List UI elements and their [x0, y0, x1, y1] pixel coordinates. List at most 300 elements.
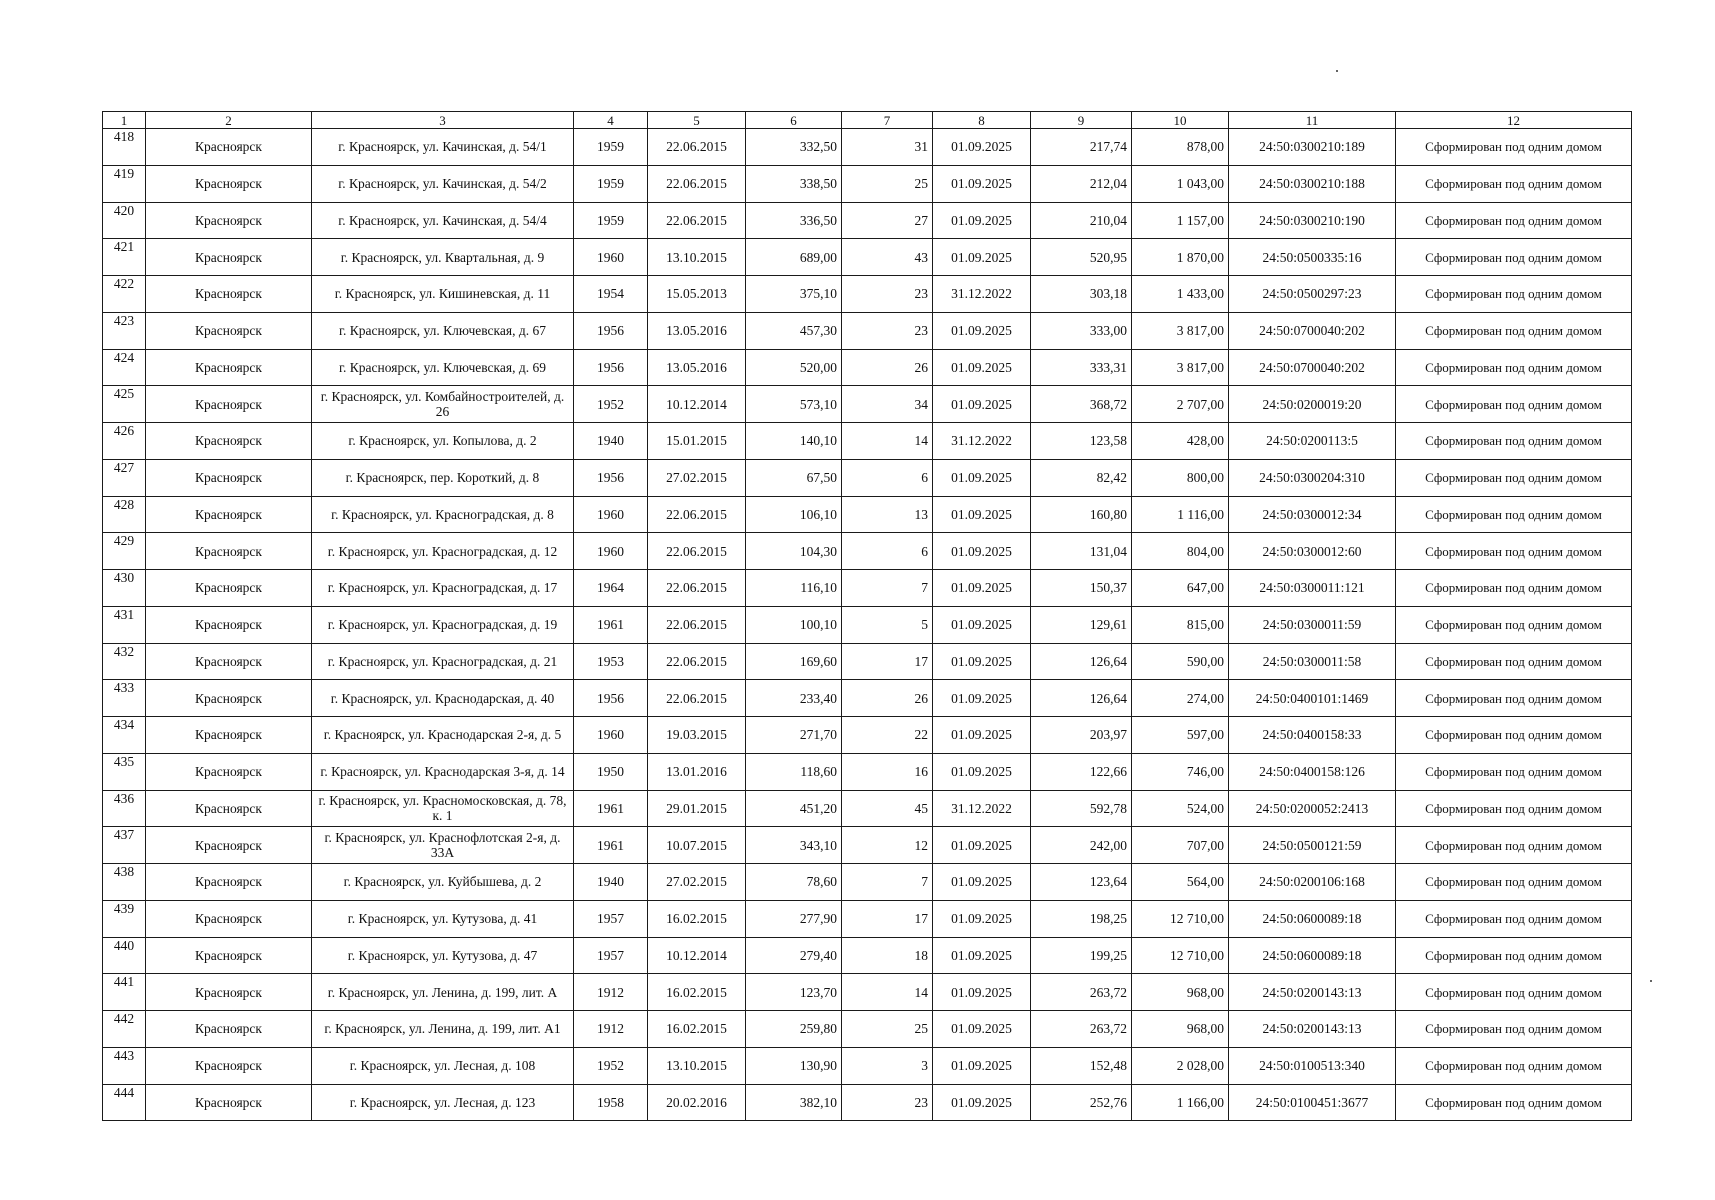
address-cell: г. Красноярск, ул. Ключевская, д. 69: [312, 349, 574, 386]
area-value-cell: 259,80: [746, 1011, 842, 1048]
scan-speck: [1650, 980, 1652, 982]
survey-date-cell: 27.02.2015: [648, 459, 746, 496]
survey-date-cell: 19.03.2015: [648, 717, 746, 754]
count-value-cell: 6: [842, 533, 933, 570]
deadline-date-cell: 01.09.2025: [933, 570, 1031, 607]
count-value-cell: 45: [842, 790, 933, 827]
survey-date-cell: 22.06.2015: [648, 643, 746, 680]
table-row: [103, 312, 1632, 349]
count-value-cell: 23: [842, 1084, 933, 1121]
land-area-cell: 800,00: [1132, 459, 1229, 496]
deadline-date-cell: 01.09.2025: [933, 643, 1031, 680]
year-built-cell: 1964: [574, 570, 648, 607]
cadastral-number-cell: 24:50:0500297:23: [1229, 276, 1396, 313]
cadastral-number-cell: 24:50:0300012:34: [1229, 496, 1396, 533]
row-number-cell: 419: [103, 165, 146, 202]
area-value-2-cell: 520,95: [1031, 239, 1132, 276]
area-value-cell: 130,90: [746, 1047, 842, 1084]
year-built-cell: 1961: [574, 790, 648, 827]
table-row: [103, 202, 1632, 239]
count-value-cell: 13: [842, 496, 933, 533]
address-cell: г. Красноярск, ул. Краснофлотская 2-я, д. 33А: [312, 827, 574, 864]
cadastral-number-cell: 24:50:0300011:59: [1229, 606, 1396, 643]
locality-cell: Красноярск: [146, 165, 312, 202]
table-row: [103, 643, 1632, 680]
row-number-cell: 440: [103, 937, 146, 974]
address-cell: г. Красноярск, ул. Краснодарская 3-я, д. 14: [312, 753, 574, 790]
address-cell: г. Красноярск, ул. Краснодарская, д. 40: [312, 680, 574, 717]
area-value-2-cell: 203,97: [1031, 717, 1132, 754]
land-status-cell: Сформирован под одним домом: [1396, 790, 1632, 827]
survey-date-cell: 13.10.2015: [648, 1047, 746, 1084]
area-value-cell: 100,10: [746, 606, 842, 643]
area-value-2-cell: 210,04: [1031, 202, 1132, 239]
land-status-cell: Сформирован под одним домом: [1396, 864, 1632, 901]
area-value-cell: 67,50: [746, 459, 842, 496]
survey-date-cell: 16.02.2015: [648, 1011, 746, 1048]
row-number-cell: 443: [103, 1047, 146, 1084]
count-value-cell: 27: [842, 202, 933, 239]
table-row: [103, 937, 1632, 974]
locality-cell: Красноярск: [146, 386, 312, 423]
deadline-date-cell: 01.09.2025: [933, 974, 1031, 1011]
table-row: [103, 165, 1632, 202]
locality-cell: Красноярск: [146, 680, 312, 717]
area-value-2-cell: 150,37: [1031, 570, 1132, 607]
deadline-date-cell: 01.09.2025: [933, 1047, 1031, 1084]
address-cell: г. Красноярск, ул. Лесная, д. 123: [312, 1084, 574, 1121]
address-cell: г. Красноярск, ул. Ленина, д. 199, лит. А: [312, 974, 574, 1011]
deadline-date-cell: 01.09.2025: [933, 680, 1031, 717]
row-number-cell: 442: [103, 1011, 146, 1048]
area-value-2-cell: 123,64: [1031, 864, 1132, 901]
cadastral-number-cell: 24:50:0400158:33: [1229, 717, 1396, 754]
row-number-cell: 435: [103, 753, 146, 790]
deadline-date-cell: 01.09.2025: [933, 827, 1031, 864]
area-value-cell: 332,50: [746, 129, 842, 166]
area-value-2-cell: 368,72: [1031, 386, 1132, 423]
area-value-cell: 689,00: [746, 239, 842, 276]
address-cell: г. Красноярск, ул. Красномосковская, д. 78, к. 1: [312, 790, 574, 827]
deadline-date-cell: 01.09.2025: [933, 606, 1031, 643]
deadline-date-cell: 01.09.2025: [933, 1011, 1031, 1048]
row-number-cell: 432: [103, 643, 146, 680]
deadline-date-cell: 01.09.2025: [933, 202, 1031, 239]
area-value-cell: 169,60: [746, 643, 842, 680]
address-cell: г. Красноярск, ул. Кишиневская, д. 11: [312, 276, 574, 313]
land-area-cell: 968,00: [1132, 1011, 1229, 1048]
table-row: [103, 533, 1632, 570]
cadastral-number-cell: 24:50:0700040:202: [1229, 312, 1396, 349]
area-value-2-cell: 333,00: [1031, 312, 1132, 349]
address-cell: г. Красноярск, ул. Красноградская, д. 19: [312, 606, 574, 643]
row-number-cell: 422: [103, 276, 146, 313]
row-number-cell: 433: [103, 680, 146, 717]
deadline-date-cell: 01.09.2025: [933, 165, 1031, 202]
count-value-cell: 23: [842, 276, 933, 313]
area-value-cell: 338,50: [746, 165, 842, 202]
table-row: [103, 864, 1632, 901]
year-built-cell: 1952: [574, 1047, 648, 1084]
area-value-2-cell: 212,04: [1031, 165, 1132, 202]
column-number-row: [103, 112, 1632, 129]
land-status-cell: Сформирован под одним домом: [1396, 900, 1632, 937]
cadastral-number-cell: 24:50:0300012:60: [1229, 533, 1396, 570]
table-row: [103, 129, 1632, 166]
row-number-cell: 418: [103, 129, 146, 166]
table-row: [103, 423, 1632, 460]
locality-cell: Красноярск: [146, 900, 312, 937]
count-value-cell: 25: [842, 165, 933, 202]
land-status-cell: Сформирован под одним домом: [1396, 165, 1632, 202]
year-built-cell: 1959: [574, 165, 648, 202]
area-value-cell: 277,90: [746, 900, 842, 937]
row-number-cell: 438: [103, 864, 146, 901]
count-value-cell: 5: [842, 606, 933, 643]
area-value-2-cell: 263,72: [1031, 1011, 1132, 1048]
locality-cell: Красноярск: [146, 570, 312, 607]
address-cell: г. Красноярск, ул. Качинская, д. 54/2: [312, 165, 574, 202]
count-value-cell: 25: [842, 1011, 933, 1048]
area-value-2-cell: 82,42: [1031, 459, 1132, 496]
cadastral-number-cell: 24:50:0500121:59: [1229, 827, 1396, 864]
land-area-cell: 274,00: [1132, 680, 1229, 717]
table-row: [103, 496, 1632, 533]
deadline-date-cell: 01.09.2025: [933, 239, 1031, 276]
survey-date-cell: 13.05.2016: [648, 349, 746, 386]
locality-cell: Красноярск: [146, 790, 312, 827]
land-status-cell: Сформирован под одним домом: [1396, 753, 1632, 790]
count-value-cell: 17: [842, 900, 933, 937]
year-built-cell: 1957: [574, 937, 648, 974]
cadastral-number-cell: 24:50:0200143:13: [1229, 974, 1396, 1011]
area-value-cell: 457,30: [746, 312, 842, 349]
row-number-cell: 428: [103, 496, 146, 533]
area-value-2-cell: 126,64: [1031, 643, 1132, 680]
year-built-cell: 1954: [574, 276, 648, 313]
row-number-cell: 441: [103, 974, 146, 1011]
row-number-cell: 426: [103, 423, 146, 460]
land-area-cell: 1 116,00: [1132, 496, 1229, 533]
row-number-cell: 424: [103, 349, 146, 386]
area-value-2-cell: 152,48: [1031, 1047, 1132, 1084]
area-value-cell: 123,70: [746, 974, 842, 1011]
address-cell: г. Красноярск, ул. Лесная, д. 108: [312, 1047, 574, 1084]
address-cell: г. Красноярск, ул. Куйбышева, д. 2: [312, 864, 574, 901]
cadastral-number-cell: 24:50:0600089:18: [1229, 937, 1396, 974]
count-value-cell: 16: [842, 753, 933, 790]
address-cell: г. Красноярск, ул. Краснодарская 2-я, д. 5: [312, 717, 574, 754]
address-cell: г. Красноярск, пер. Короткий, д. 8: [312, 459, 574, 496]
land-area-cell: 804,00: [1132, 533, 1229, 570]
survey-date-cell: 22.06.2015: [648, 129, 746, 166]
count-value-cell: 14: [842, 974, 933, 1011]
count-value-cell: 26: [842, 349, 933, 386]
address-cell: г. Красноярск, ул. Красноградская, д. 8: [312, 496, 574, 533]
table-row: [103, 276, 1632, 313]
table-row: [103, 790, 1632, 827]
count-value-cell: 17: [842, 643, 933, 680]
land-status-cell: Сформирован под одним домом: [1396, 937, 1632, 974]
table-row: [103, 1084, 1632, 1121]
year-built-cell: 1956: [574, 680, 648, 717]
area-value-2-cell: 263,72: [1031, 974, 1132, 1011]
cadastral-number-cell: 24:50:0300210:190: [1229, 202, 1396, 239]
cadastral-number-cell: 24:50:0400158:126: [1229, 753, 1396, 790]
land-area-cell: 878,00: [1132, 129, 1229, 166]
deadline-date-cell: 01.09.2025: [933, 533, 1031, 570]
address-cell: г. Красноярск, ул. Красноградская, д. 21: [312, 643, 574, 680]
land-status-cell: Сформирован под одним домом: [1396, 974, 1632, 1011]
deadline-date-cell: 01.09.2025: [933, 753, 1031, 790]
land-status-cell: Сформирован под одним домом: [1396, 680, 1632, 717]
table-row: [103, 717, 1632, 754]
year-built-cell: 1958: [574, 1084, 648, 1121]
locality-cell: Красноярск: [146, 423, 312, 460]
deadline-date-cell: 01.09.2025: [933, 459, 1031, 496]
year-built-cell: 1956: [574, 312, 648, 349]
cadastral-number-cell: 24:50:0200113:5: [1229, 423, 1396, 460]
area-value-cell: 451,20: [746, 790, 842, 827]
count-value-cell: 12: [842, 827, 933, 864]
row-number-cell: 423: [103, 312, 146, 349]
count-value-cell: 23: [842, 312, 933, 349]
deadline-date-cell: 01.09.2025: [933, 386, 1031, 423]
locality-cell: Красноярск: [146, 496, 312, 533]
row-number-cell: 437: [103, 827, 146, 864]
survey-date-cell: 27.02.2015: [648, 864, 746, 901]
land-status-cell: Сформирован под одним домом: [1396, 606, 1632, 643]
area-value-2-cell: 129,61: [1031, 606, 1132, 643]
survey-date-cell: 16.02.2015: [648, 900, 746, 937]
land-area-cell: 3 817,00: [1132, 349, 1229, 386]
land-status-cell: Сформирован под одним домом: [1396, 129, 1632, 166]
deadline-date-cell: 31.12.2022: [933, 423, 1031, 460]
address-cell: г. Красноярск, ул. Качинская, д. 54/1: [312, 129, 574, 166]
row-number-cell: 431: [103, 606, 146, 643]
address-cell: г. Красноярск, ул. Красноградская, д. 12: [312, 533, 574, 570]
address-cell: г. Красноярск, ул. Квартальная, д. 9: [312, 239, 574, 276]
area-value-2-cell: 217,74: [1031, 129, 1132, 166]
locality-cell: Красноярск: [146, 974, 312, 1011]
land-area-cell: 597,00: [1132, 717, 1229, 754]
area-value-2-cell: 303,18: [1031, 276, 1132, 313]
scan-speck: [1336, 70, 1338, 72]
land-status-cell: Сформирован под одним домом: [1396, 570, 1632, 607]
area-value-2-cell: 160,80: [1031, 496, 1132, 533]
cadastral-number-cell: 24:50:0200143:13: [1229, 1011, 1396, 1048]
row-number-cell: 434: [103, 717, 146, 754]
address-cell: г. Красноярск, ул. Ленина, д. 199, лит. А1: [312, 1011, 574, 1048]
area-value-cell: 573,10: [746, 386, 842, 423]
land-area-cell: 2 028,00: [1132, 1047, 1229, 1084]
cadastral-number-cell: 24:50:0200019:20: [1229, 386, 1396, 423]
table-row: [103, 349, 1632, 386]
row-number-cell: 436: [103, 790, 146, 827]
table-row: [103, 239, 1632, 276]
cadastral-number-cell: 24:50:0300011:121: [1229, 570, 1396, 607]
area-value-2-cell: 198,25: [1031, 900, 1132, 937]
survey-date-cell: 10.07.2015: [648, 827, 746, 864]
land-area-cell: 647,00: [1132, 570, 1229, 607]
land-status-cell: Сформирован под одним домом: [1396, 827, 1632, 864]
count-value-cell: 22: [842, 717, 933, 754]
count-value-cell: 26: [842, 680, 933, 717]
table-row: [103, 680, 1632, 717]
address-cell: г. Красноярск, ул. Кутузова, д. 47: [312, 937, 574, 974]
area-value-cell: 520,00: [746, 349, 842, 386]
year-built-cell: 1959: [574, 202, 648, 239]
area-value-2-cell: 592,78: [1031, 790, 1132, 827]
land-status-cell: Сформирован под одним домом: [1396, 643, 1632, 680]
deadline-date-cell: 01.09.2025: [933, 129, 1031, 166]
count-value-cell: 31: [842, 129, 933, 166]
area-value-cell: 279,40: [746, 937, 842, 974]
land-area-cell: 590,00: [1132, 643, 1229, 680]
land-status-cell: Сформирован под одним домом: [1396, 717, 1632, 754]
area-value-cell: 233,40: [746, 680, 842, 717]
year-built-cell: 1953: [574, 643, 648, 680]
survey-date-cell: 15.05.2013: [648, 276, 746, 313]
deadline-date-cell: 01.09.2025: [933, 349, 1031, 386]
survey-date-cell: 13.10.2015: [648, 239, 746, 276]
year-built-cell: 1961: [574, 606, 648, 643]
year-built-cell: 1912: [574, 974, 648, 1011]
table-row: [103, 1011, 1632, 1048]
address-cell: г. Красноярск, ул. Комбайностроителей, д. 26: [312, 386, 574, 423]
table-row: [103, 606, 1632, 643]
count-value-cell: 43: [842, 239, 933, 276]
area-value-cell: 271,70: [746, 717, 842, 754]
area-value-cell: 382,10: [746, 1084, 842, 1121]
area-value-cell: 78,60: [746, 864, 842, 901]
locality-cell: Красноярск: [146, 349, 312, 386]
row-number-cell: 429: [103, 533, 146, 570]
land-area-cell: 1 157,00: [1132, 202, 1229, 239]
column-number-5: 5: [648, 112, 746, 129]
deadline-date-cell: 01.09.2025: [933, 717, 1031, 754]
year-built-cell: 1956: [574, 459, 648, 496]
cadastral-number-cell: 24:50:0200052:2413: [1229, 790, 1396, 827]
column-number-6: 6: [746, 112, 842, 129]
year-built-cell: 1960: [574, 717, 648, 754]
area-value-cell: 106,10: [746, 496, 842, 533]
area-value-cell: 343,10: [746, 827, 842, 864]
column-number-3: 3: [312, 112, 574, 129]
land-area-cell: 1 166,00: [1132, 1084, 1229, 1121]
table-row: [103, 900, 1632, 937]
deadline-date-cell: 01.09.2025: [933, 1084, 1031, 1121]
survey-date-cell: 22.06.2015: [648, 606, 746, 643]
year-built-cell: 1912: [574, 1011, 648, 1048]
land-status-cell: Сформирован под одним домом: [1396, 312, 1632, 349]
area-value-2-cell: 123,58: [1031, 423, 1132, 460]
locality-cell: Красноярск: [146, 202, 312, 239]
year-built-cell: 1961: [574, 827, 648, 864]
table-row: [103, 753, 1632, 790]
table-row: [103, 386, 1632, 423]
survey-date-cell: 10.12.2014: [648, 386, 746, 423]
area-value-2-cell: 131,04: [1031, 533, 1132, 570]
locality-cell: Красноярск: [146, 1084, 312, 1121]
column-number-8: 8: [933, 112, 1031, 129]
cadastral-number-cell: 24:50:0300210:189: [1229, 129, 1396, 166]
cadastral-number-cell: 24:50:0400101:1469: [1229, 680, 1396, 717]
cadastral-number-cell: 24:50:0700040:202: [1229, 349, 1396, 386]
land-status-cell: Сформирован под одним домом: [1396, 533, 1632, 570]
cadastral-number-cell: 24:50:0600089:18: [1229, 900, 1396, 937]
year-built-cell: 1956: [574, 349, 648, 386]
land-area-cell: 3 817,00: [1132, 312, 1229, 349]
land-area-cell: 1 043,00: [1132, 165, 1229, 202]
address-cell: г. Красноярск, ул. Ключевская, д. 67: [312, 312, 574, 349]
survey-date-cell: 13.01.2016: [648, 753, 746, 790]
locality-cell: Красноярск: [146, 312, 312, 349]
deadline-date-cell: 31.12.2022: [933, 276, 1031, 313]
land-status-cell: Сформирован под одним домом: [1396, 1084, 1632, 1121]
cadastral-number-cell: 24:50:0300210:188: [1229, 165, 1396, 202]
row-number-cell: 444: [103, 1084, 146, 1121]
survey-date-cell: 29.01.2015: [648, 790, 746, 827]
land-area-cell: 2 707,00: [1132, 386, 1229, 423]
deadline-date-cell: 01.09.2025: [933, 496, 1031, 533]
land-area-cell: 968,00: [1132, 974, 1229, 1011]
address-cell: г. Красноярск, ул. Качинская, д. 54/4: [312, 202, 574, 239]
land-status-cell: Сформирован под одним домом: [1396, 276, 1632, 313]
land-status-cell: Сформирован под одним домом: [1396, 496, 1632, 533]
deadline-date-cell: 01.09.2025: [933, 312, 1031, 349]
land-area-cell: 815,00: [1132, 606, 1229, 643]
address-cell: г. Красноярск, ул. Кутузова, д. 41: [312, 900, 574, 937]
year-built-cell: 1960: [574, 496, 648, 533]
count-value-cell: 7: [842, 570, 933, 607]
housing-registry-table: [102, 111, 1632, 1121]
column-number-4: 4: [574, 112, 648, 129]
column-number-7: 7: [842, 112, 933, 129]
area-value-cell: 104,30: [746, 533, 842, 570]
year-built-cell: 1950: [574, 753, 648, 790]
year-built-cell: 1940: [574, 423, 648, 460]
cadastral-number-cell: 24:50:0100451:3677: [1229, 1084, 1396, 1121]
survey-date-cell: 22.06.2015: [648, 165, 746, 202]
column-number-9: 9: [1031, 112, 1132, 129]
land-area-cell: 12 710,00: [1132, 900, 1229, 937]
survey-date-cell: 22.06.2015: [648, 533, 746, 570]
row-number-cell: 421: [103, 239, 146, 276]
area-value-cell: 118,60: [746, 753, 842, 790]
count-value-cell: 3: [842, 1047, 933, 1084]
area-value-cell: 140,10: [746, 423, 842, 460]
cadastral-number-cell: 24:50:0300204:310: [1229, 459, 1396, 496]
table-row: [103, 1047, 1632, 1084]
row-number-cell: 439: [103, 900, 146, 937]
land-status-cell: Сформирован под одним домом: [1396, 423, 1632, 460]
area-value-2-cell: 252,76: [1031, 1084, 1132, 1121]
count-value-cell: 7: [842, 864, 933, 901]
address-cell: г. Красноярск, ул. Красноградская, д. 17: [312, 570, 574, 607]
locality-cell: Красноярск: [146, 1011, 312, 1048]
area-value-cell: 336,50: [746, 202, 842, 239]
row-number-cell: 430: [103, 570, 146, 607]
land-area-cell: 1 870,00: [1132, 239, 1229, 276]
year-built-cell: 1940: [574, 864, 648, 901]
land-area-cell: 746,00: [1132, 753, 1229, 790]
count-value-cell: 34: [842, 386, 933, 423]
cadastral-number-cell: 24:50:0500335:16: [1229, 239, 1396, 276]
column-number-2: 2: [146, 112, 312, 129]
count-value-cell: 6: [842, 459, 933, 496]
column-number-1: 1: [103, 112, 146, 129]
